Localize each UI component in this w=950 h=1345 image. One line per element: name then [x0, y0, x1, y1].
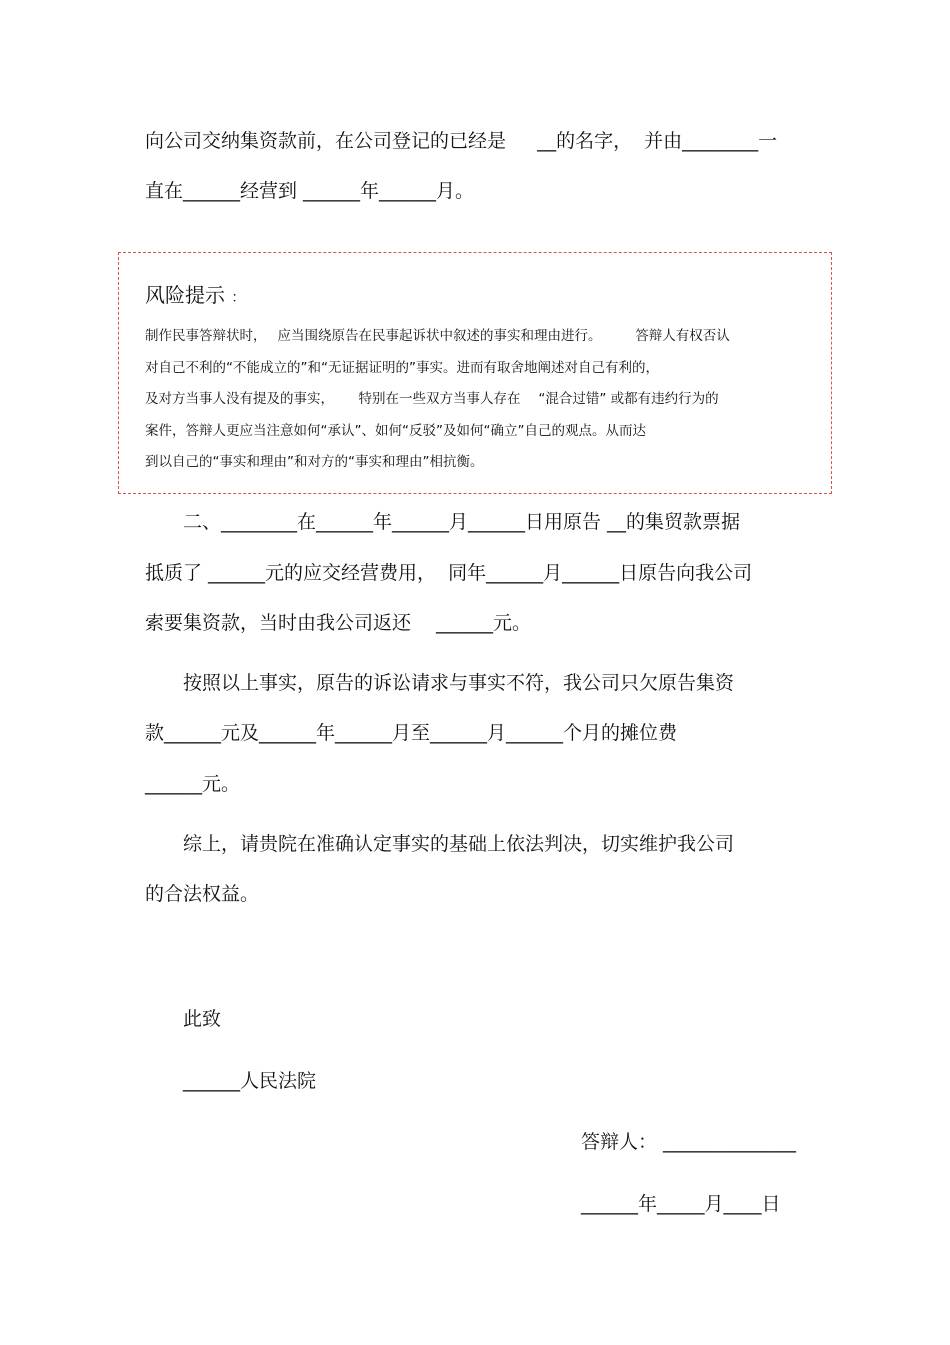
body-line-8: ______元。: [145, 773, 241, 795]
respondent-signature: 答辩人： ______________: [581, 1131, 797, 1153]
risk-line: 及对方当事人没有提及的事实， 特别在一些双方当事人存在 “混合过错” 或都有违约行为的: [145, 391, 719, 407]
risk-line: 对自己不利的“不能成立的”和“无证据证明的”事实。进而有取舍地阐述对自己有利的，: [145, 360, 659, 376]
body-line-7: 款______元及______年______月至______月______个月的摊位费: [145, 722, 678, 744]
risk-title-colon: ：: [231, 290, 246, 306]
body-line-1: 向公司交纳集资款前，在公司登记的已经是 __的名字， 并由________一: [145, 130, 778, 152]
risk-line: 案件，答辩人更应当注意如何“承认”、如何“反驳”及如何“确立”自己的观点。从而达: [145, 423, 646, 439]
salutation: 此致: [183, 1008, 222, 1030]
body-line-3: 二、________在______年______月______日用原告 __的集贸款票据: [183, 511, 741, 533]
risk-warning-box: [118, 252, 832, 494]
risk-line: 制作民事答辩状时， 应当围绕原告在民事起诉状中叙述的事实和理由进行。 答辩人有权否认: [145, 328, 730, 344]
risk-title-text: 风险提示: [145, 283, 225, 307]
body-line-2: 直在______经营到 ______年______月。: [145, 180, 475, 202]
risk-line: 到以自己的“事实和理由”和对方的“事实和理由”相抗衡。: [145, 454, 484, 470]
body-line-5: 索要集资款，当时由我公司返还 ______元。: [145, 612, 532, 634]
risk-title: [145, 279, 245, 308]
body-line-4: 抵质了 ______元的应交经营费用， 同年______月______日原告向我公司: [145, 562, 753, 584]
body-line-6: 按照以上事实，原告的诉讼请求与事实不符，我公司只欠原告集资: [183, 672, 735, 694]
body-line-10: 的合法权益。: [145, 883, 260, 905]
court-name: ______人民法院: [183, 1070, 317, 1092]
signature-date: ______年_____月____日: [581, 1193, 781, 1215]
body-line-9: 综上，请贵院在准确认定事实的基础上依法判决，切实维护我公司: [183, 833, 735, 855]
